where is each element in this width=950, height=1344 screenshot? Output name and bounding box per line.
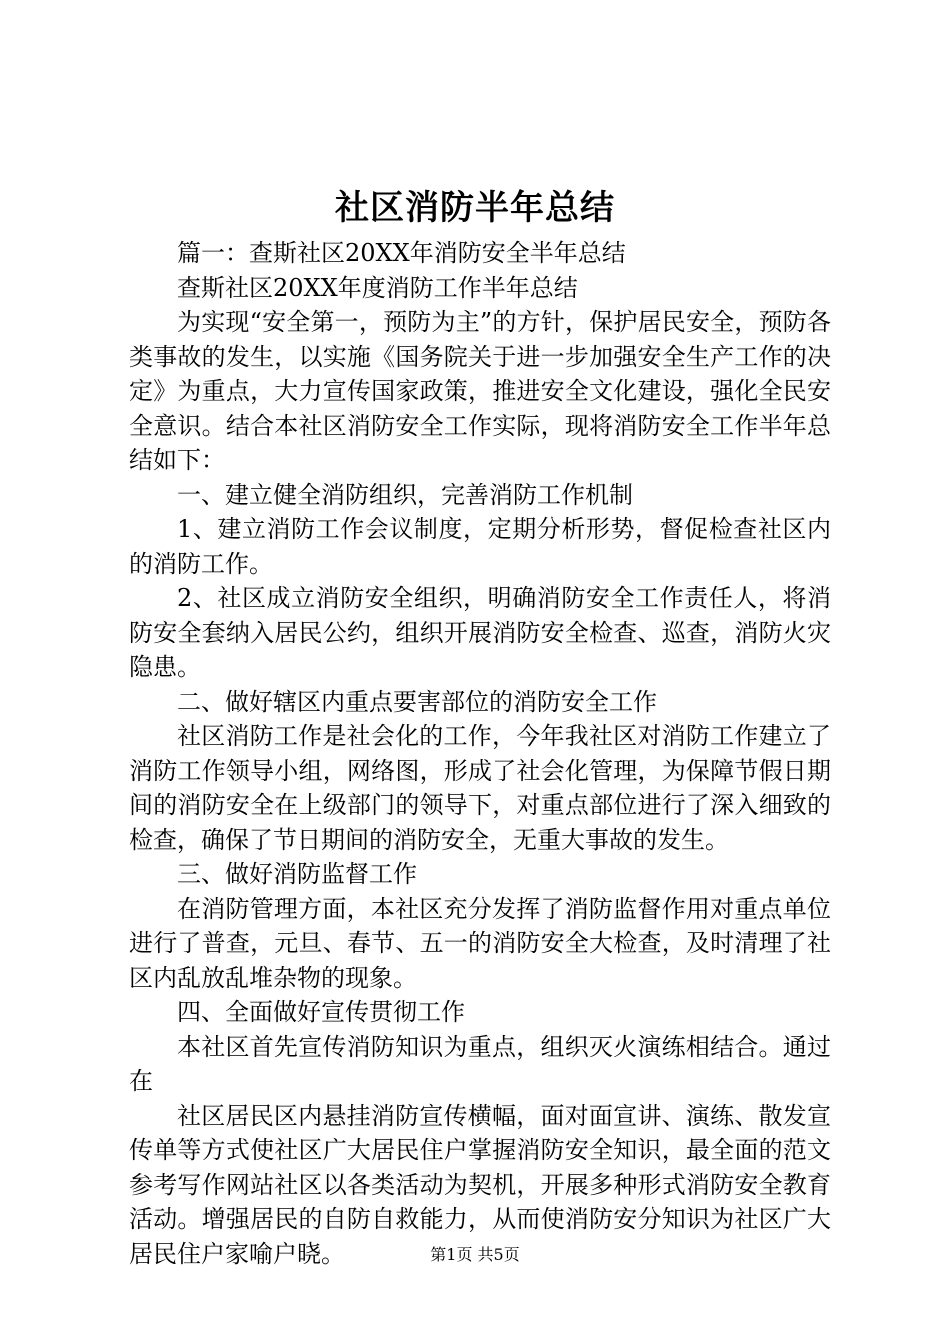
page-footer: 第1页 共5页 <box>430 1245 520 1264</box>
paragraph: 篇一：查斯社区20XX年消防安全半年总结 <box>177 239 626 267</box>
document-body <box>129 236 831 1271</box>
paragraph: 查斯社区20XX年度消防工作半年总结 <box>177 273 578 302</box>
document-title: 社区消防半年总结 <box>335 188 615 228</box>
section-heading: 四、全面做好宣传贯彻工作 <box>177 998 465 1026</box>
paragraph: 本社区首先宣传消防知识为重点，组织灭火演练相结合。通过在 <box>129 1032 831 1095</box>
paragraph: 在消防管理方面，本社区充分发挥了消防监督作用对重点单位进行了普查，元旦、春节、五一的消防安全大检查，及时清理了社区内乱放乱堆杂物的现象。 <box>129 894 831 992</box>
paragraph: 2、社区成立消防安全组织，明确消防安全工作责任人，将消防安全套纳入居民公约，组织开展消防安全检查、巡查，消防火灾隐患。 <box>129 584 831 681</box>
section-heading: 二、做好辖区内重点要害部位的消防安全工作 <box>177 687 657 716</box>
paragraph: 社区消防工作是社会化的工作，今年我社区对消防工作建立了消防工作领导小组，网络图，形成了社会化管理，为保障节假日期间的消防安全在上级部门的领导下，对重点部位进行了深入细致的检查，确保了节日期间的消防安全，无重大事故的发生。 <box>129 722 831 854</box>
section-heading: 一、建立健全消防组织，完善消防工作机制 <box>177 480 633 509</box>
section-heading: 三、做好消防监督工作 <box>177 860 417 888</box>
paragraph: 1、建立消防工作会议制度，定期分析形势，督促检查社区内的消防工作。 <box>129 515 831 578</box>
paragraph: 为实现“安全第一，预防为主”的方针，保护居民安全，预防各类事故的发生，以实施《国务院关于进一步加强安全生产工作的决定》为重点，大力宣传国家政策，推进安全文化建设，强化全民安全意识。结合本社区消防安全工作实际，现将消防安全工作半年总结如下： <box>129 308 831 474</box>
paragraph: 社区居民区内悬挂消防宣传横幅，面对面宣讲、演练、散发宣传单等方式使社区广大居民住户掌握消防安全知识，最全面的范文参考写作网站社区以各类活动为契机，开展多种形式消防安全教育活动。增强居民的自防自救能力，从而使消防安分知识为社区广大居民住户家喻户晓。 <box>129 1101 831 1268</box>
